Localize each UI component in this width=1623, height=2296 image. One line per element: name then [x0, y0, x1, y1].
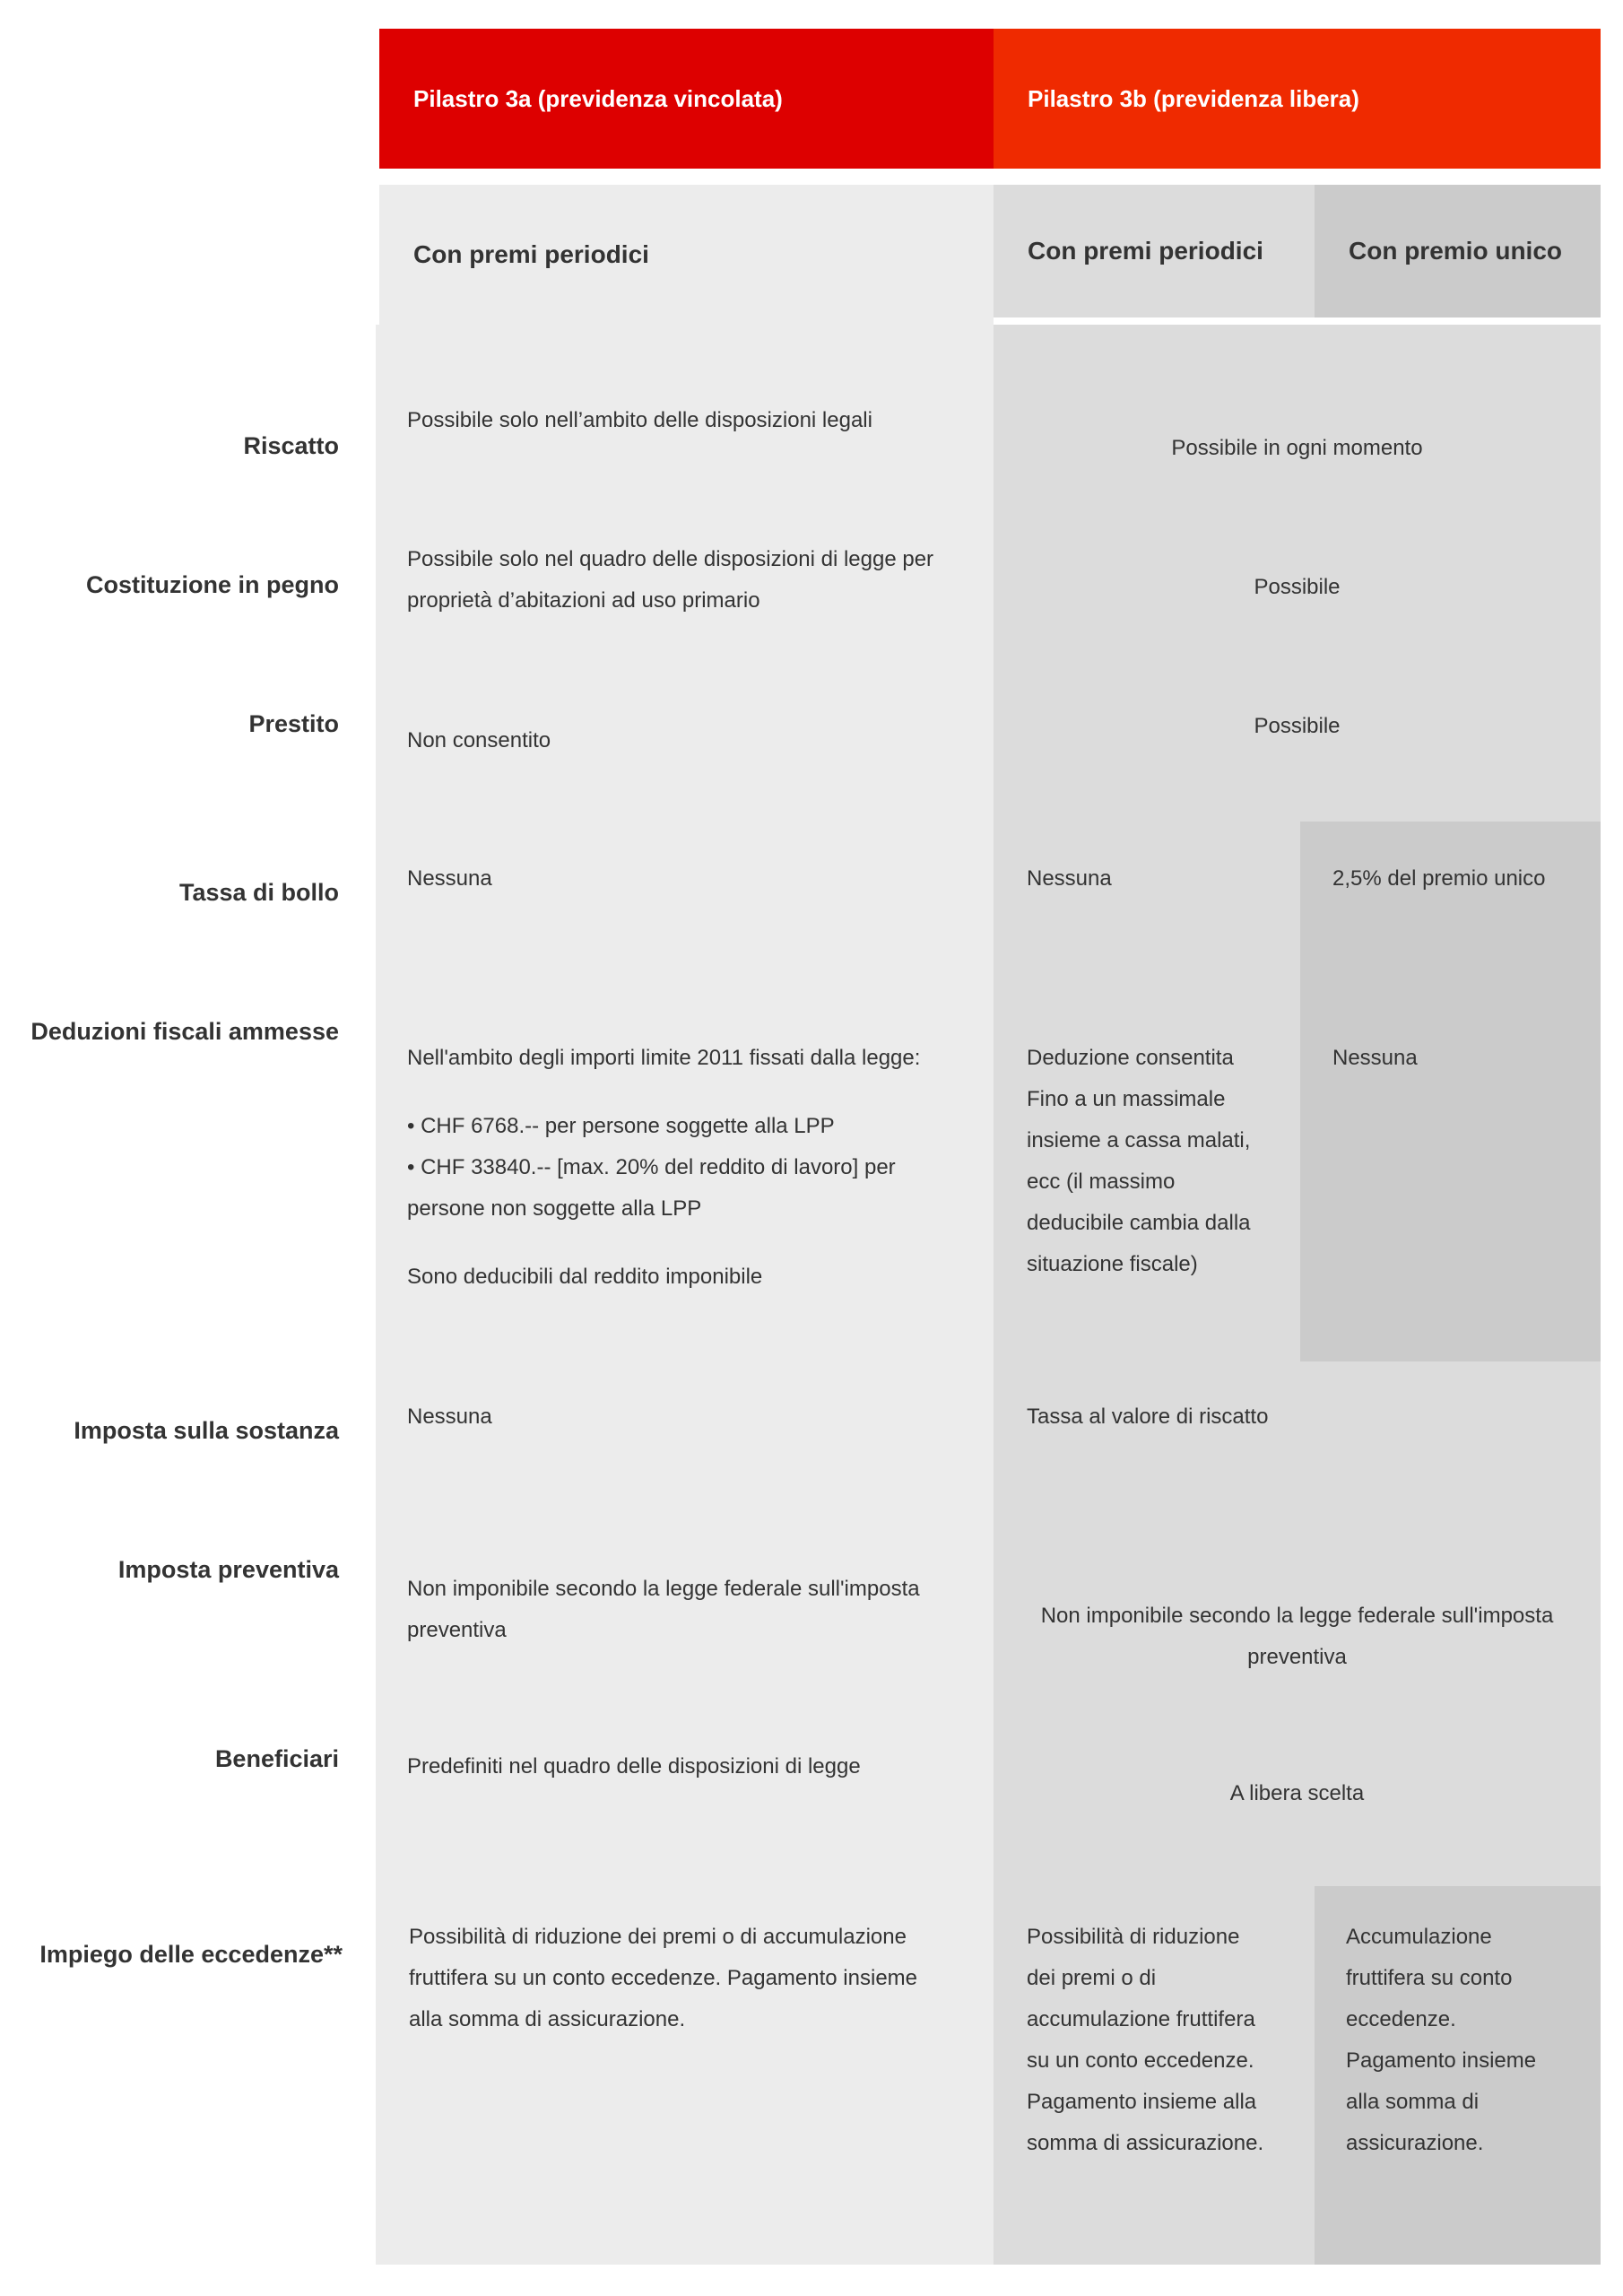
- eccedenze-3b-single-line: assicurazione.: [1346, 2131, 1484, 2155]
- preventiva-3b-line2: preventiva: [1247, 1645, 1347, 1669]
- cell-3a-pegno-line1: Possibile solo nel quadro delle disposizioni di legge per: [407, 547, 934, 571]
- cell-3a-deduzioni: [407, 1038, 981, 1298]
- subheader-3a-periodic: [379, 185, 994, 325]
- row-label-riscatto: Riscatto: [243, 432, 339, 459]
- preventiva-3a-line2: preventiva: [407, 1618, 507, 1642]
- deduzioni-3b-line: Deduzione consentita: [1027, 1046, 1234, 1070]
- preventiva-3a-line1: Non imponibile secondo la legge federale sull'imposta: [407, 1577, 920, 1601]
- eccedenze-3a-line: alla somma di assicurazione.: [409, 2007, 686, 2031]
- eccedenze-3b-line: accumulazione fruttifera: [1027, 2007, 1255, 2031]
- single-premium-band-upper: [1300, 822, 1601, 1361]
- cell-3a-prestito: Non consentito: [407, 728, 551, 752]
- row-label-deduzioni: Deduzioni fiscali ammesse: [30, 1018, 339, 1045]
- eccedenze-3a-line: Possibilità di riduzione dei premi o di accumulazione: [409, 1925, 907, 1949]
- cell-3a-pegno-line2: proprietà d’abitazioni ad uso primario: [407, 588, 760, 613]
- cell-3a-preventiva: [407, 1569, 981, 1651]
- cell-3b-periodic-deduzioni: [1027, 1038, 1296, 1285]
- eccedenze-3b-single-line: fruttifera su conto: [1346, 1966, 1513, 1990]
- row-label-sostanza: Imposta sulla sostanza: [74, 1417, 339, 1444]
- cell-3a-bollo: Nessuna: [407, 866, 492, 891]
- eccedenze-3b-single-line: eccedenze.: [1346, 2007, 1456, 2031]
- cell-3b-single-eccedenze: [1346, 1917, 1593, 2164]
- cell-3b-pegno: Possibile: [1254, 575, 1341, 599]
- subheader-3b-periodic: [994, 185, 1315, 317]
- subheader-3b-single: [1315, 185, 1601, 317]
- deduzioni-3b-line: ecc (il massimo: [1027, 1170, 1176, 1194]
- subheader-3b-single-label: Con premio unico: [1349, 237, 1562, 265]
- cell-3b-sostanza: Tassa al valore di riscatto: [1027, 1405, 1269, 1429]
- cell-3b-prestito: Possibile: [1254, 714, 1341, 738]
- pillar-3a-title: Pilastro 3a (previdenza vincolata): [413, 84, 783, 112]
- deduzioni-3b-line: Fino a un massimale: [1027, 1087, 1226, 1111]
- eccedenze-3b-line: Pagamento insieme alla: [1027, 2090, 1257, 2114]
- row-label-prestito: Prestito: [248, 710, 339, 737]
- pillar-3a-header: [379, 29, 994, 169]
- cell-3a-pegno: [407, 539, 981, 622]
- cell-3b-single-bollo: 2,5% del premio unico: [1332, 866, 1546, 891]
- pillar-3b-title: Pilastro 3b (previdenza libera): [1028, 84, 1359, 112]
- row-label-pegno: Costituzione in pegno: [86, 571, 339, 598]
- deduzioni-bullet-2-line1: • CHF 33840.-- [max. 20% del reddito di lavoro] per: [407, 1155, 896, 1179]
- deduzioni-bullet-2-line2: persone non soggette alla LPP: [407, 1196, 702, 1221]
- preventiva-3b-line1: Non imponibile secondo la legge federale sull'imposta: [1040, 1604, 1554, 1628]
- eccedenze-3b-single-line: Pagamento insieme: [1346, 2048, 1537, 2073]
- deduzioni-intro: Nell'ambito degli importi limite 2011 fissati dalla legge:: [407, 1046, 921, 1070]
- cell-3a-eccedenze: [409, 1917, 983, 2040]
- cell-3b-single-deduzioni: Nessuna: [1332, 1046, 1418, 1070]
- deduzioni-3b-line: situazione fiscale): [1027, 1252, 1198, 1276]
- eccedenze-3b-single-line: alla somma di: [1346, 2090, 1480, 2114]
- row-label-preventiva: Imposta preventiva: [117, 1556, 339, 1583]
- cell-3a-beneficiari: Predefiniti nel quadro delle disposizioni di legge: [407, 1754, 861, 1779]
- deduzioni-outro: Sono deducibili dal reddito imponibile: [407, 1265, 763, 1289]
- cell-3b-beneficiari: A libera scelta: [1229, 1781, 1365, 1805]
- subheader-3b-periodic-label: Con premi periodici: [1028, 237, 1263, 265]
- eccedenze-3b-line: Possibilità di riduzione: [1027, 1925, 1240, 1949]
- row-label-eccedenze: Impiego delle eccedenze**: [39, 1941, 343, 1968]
- cell-3a-riscatto: Possibile solo nell’ambito delle disposizioni legali: [407, 408, 872, 432]
- eccedenze-3b-single-line: Accumulazione: [1346, 1925, 1492, 1949]
- cell-3b-preventiva: [994, 1596, 1601, 1678]
- deduzioni-3b-line: deducibile cambia dalla: [1027, 1211, 1251, 1235]
- deduzioni-3b-line: insieme a cassa malati,: [1027, 1128, 1251, 1152]
- cell-3b-periodic-bollo: Nessuna: [1027, 866, 1112, 891]
- row-label-bollo: Tassa di bollo: [178, 879, 339, 906]
- eccedenze-3b-line: su un conto eccedenze.: [1027, 2048, 1254, 2073]
- deduzioni-bullet-1: • CHF 6768.-- per persone soggette alla LPP: [407, 1114, 835, 1138]
- cell-3b-riscatto: Possibile in ogni momento: [1171, 436, 1423, 460]
- cell-3a-sostanza: Nessuna: [407, 1405, 492, 1429]
- pillar-3b-header: [994, 29, 1601, 169]
- cell-3b-periodic-eccedenze: [1027, 1917, 1305, 2164]
- eccedenze-3b-line: dei premi o di: [1027, 1966, 1157, 1990]
- row-label-beneficiari: Beneficiari: [214, 1745, 339, 1772]
- subheader-3a-periodic-label: Con premi periodici: [413, 240, 649, 268]
- eccedenze-3a-line: fruttifera su un conto eccedenze. Pagamento insieme: [409, 1966, 917, 1990]
- eccedenze-3b-line: somma di assicurazione.: [1027, 2131, 1264, 2155]
